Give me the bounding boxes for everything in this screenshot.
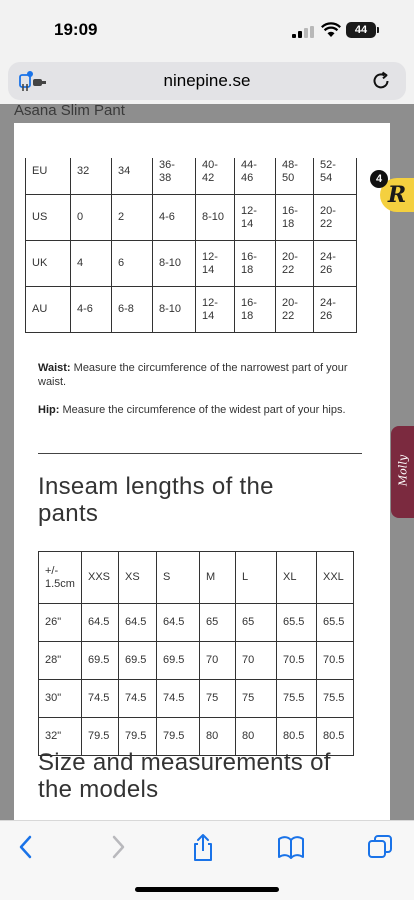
- molly-widget-tab[interactable]: [391, 426, 414, 518]
- table-cell: 4: [71, 241, 112, 287]
- table-cell: 6-8: [112, 287, 153, 333]
- table-cell: 75.5: [277, 680, 317, 718]
- share-icon[interactable]: [190, 833, 216, 863]
- cell-text: 12-14: [202, 296, 218, 322]
- table-cell: 64.5: [157, 604, 200, 642]
- table-cell: 79.5: [157, 718, 200, 756]
- table-cell: [196, 287, 235, 333]
- column-header: S: [157, 552, 200, 604]
- reload-icon[interactable]: [370, 70, 392, 92]
- table-cell: 80.5: [317, 718, 354, 756]
- table-cell: [196, 241, 235, 287]
- column-header: XXL: [317, 552, 354, 604]
- back-button[interactable]: [14, 833, 38, 861]
- cell-text: 48-50: [282, 158, 298, 184]
- table-cell: [235, 241, 276, 287]
- forward-button[interactable]: [106, 833, 130, 861]
- molly-label: Molly: [396, 454, 410, 487]
- table-cell: 80: [200, 718, 236, 756]
- cell-text: 20-22: [282, 250, 298, 276]
- table-row: [26, 241, 357, 287]
- table-cell: 79.5: [82, 718, 119, 756]
- column-header: XXS: [82, 552, 119, 604]
- reviews-count-badge: 4: [370, 170, 388, 188]
- product-title: Asana Slim Pant: [14, 102, 125, 119]
- inseam-table: [38, 551, 354, 756]
- column-header: XS: [119, 552, 157, 604]
- wifi-icon: [321, 22, 341, 38]
- table-cell: 74.5: [82, 680, 119, 718]
- table-cell: 74.5: [119, 680, 157, 718]
- waist-label: Waist:: [38, 362, 71, 374]
- inseam-heading: Inseam lengths of the pants: [38, 473, 274, 527]
- waist-text: Measure the circumference of the narrowest part of your waist.: [38, 362, 348, 388]
- table-cell: 75.5: [317, 680, 354, 718]
- table-row: [39, 680, 354, 718]
- waist-note: [38, 361, 368, 389]
- table-cell: 6: [112, 241, 153, 287]
- models-heading: Size and measurements of the models: [38, 749, 331, 803]
- row-label: AU: [26, 287, 71, 333]
- table-cell: 74.5: [157, 680, 200, 718]
- table-cell: 64.5: [119, 604, 157, 642]
- cell-text: 44-46: [241, 158, 257, 184]
- table-cell: 65.5: [277, 604, 317, 642]
- hip-label: Hip:: [38, 404, 60, 416]
- url-bar: [0, 60, 414, 104]
- status-bar: [0, 0, 414, 60]
- row-label: 26": [39, 604, 82, 642]
- table-cell: 70.5: [317, 642, 354, 680]
- table-row: [39, 604, 354, 642]
- cell-text: 20-22: [320, 204, 336, 230]
- battery-icon: 44: [346, 22, 376, 38]
- column-header: M: [200, 552, 236, 604]
- status-time: 19:09: [54, 20, 98, 39]
- table-cell: 32: [71, 149, 112, 195]
- cell-text: 52-54: [320, 158, 336, 184]
- table-cell: 70: [236, 642, 277, 680]
- table-cell: [276, 241, 314, 287]
- table-cell: [235, 195, 276, 241]
- bookmarks-icon[interactable]: [276, 833, 306, 861]
- row-label: UK: [26, 241, 71, 287]
- size-conversion-table: [25, 148, 357, 333]
- cell-text: 16-18: [241, 250, 257, 276]
- table-cell: [314, 241, 357, 287]
- table-cell: 65.5: [317, 604, 354, 642]
- hip-note: [38, 403, 368, 417]
- cell-text: 20-22: [282, 296, 298, 322]
- table-cell: 65: [200, 604, 236, 642]
- row-label: EU: [26, 149, 71, 195]
- table-cell: 75: [236, 680, 277, 718]
- table-cell: 80.5: [277, 718, 317, 756]
- divider: [38, 453, 362, 454]
- table-cell: 80: [236, 718, 277, 756]
- table-cell: 75: [200, 680, 236, 718]
- table-cell: 69.5: [157, 642, 200, 680]
- table-row: [26, 195, 357, 241]
- table-cell: [276, 195, 314, 241]
- table-cell: 69.5: [119, 642, 157, 680]
- table-cell: [276, 287, 314, 333]
- table-row: [26, 287, 357, 333]
- cell-text: 16-18: [241, 296, 257, 322]
- cell-text: 16-18: [282, 204, 298, 230]
- table-cell: 69.5: [82, 642, 119, 680]
- home-indicator: [135, 887, 279, 892]
- table-cell: [235, 287, 276, 333]
- table-cell: 2: [112, 195, 153, 241]
- table-cell: 8-10: [196, 195, 235, 241]
- table-cell: 70: [200, 642, 236, 680]
- table-cell: [314, 195, 357, 241]
- table-row: [39, 642, 354, 680]
- table-cell: 34: [112, 149, 153, 195]
- cellular-signal-icon: [292, 26, 314, 38]
- address-field[interactable]: [8, 62, 406, 100]
- corner-cell: [39, 552, 82, 604]
- column-header: L: [236, 552, 277, 604]
- cell-text: 12-14: [241, 204, 257, 230]
- cell-text: 24-26: [320, 250, 336, 276]
- cell-text: +/- 1.5cm: [45, 564, 75, 590]
- hip-text: Measure the circumference of the widest part of your hips.: [59, 404, 346, 416]
- url-text: ninepine.se: [163, 71, 251, 90]
- scroll-mask: [14, 123, 374, 158]
- cell-text: 40-42: [202, 158, 218, 184]
- table-cell: 64.5: [82, 604, 119, 642]
- table-cell: 65: [236, 604, 277, 642]
- reviews-logo-icon: R: [387, 182, 407, 208]
- cell-text: 12-14: [202, 250, 218, 276]
- row-label: 30": [39, 680, 82, 718]
- table-cell: 70.5: [277, 642, 317, 680]
- table-header-row: [39, 552, 354, 604]
- cell-text: 36-38: [159, 158, 175, 184]
- table-cell: 79.5: [119, 718, 157, 756]
- row-label: 32": [39, 718, 82, 756]
- table-cell: [314, 287, 357, 333]
- tabs-icon[interactable]: [366, 833, 394, 861]
- table-cell: 8-10: [153, 241, 196, 287]
- row-label: 28": [39, 642, 82, 680]
- table-cell: 4-6: [153, 195, 196, 241]
- row-label: US: [26, 195, 71, 241]
- cell-text: 24-26: [320, 296, 336, 322]
- column-header: XL: [277, 552, 317, 604]
- table-cell: 0: [71, 195, 112, 241]
- table-cell: 8-10: [153, 287, 196, 333]
- table-cell: 4-6: [71, 287, 112, 333]
